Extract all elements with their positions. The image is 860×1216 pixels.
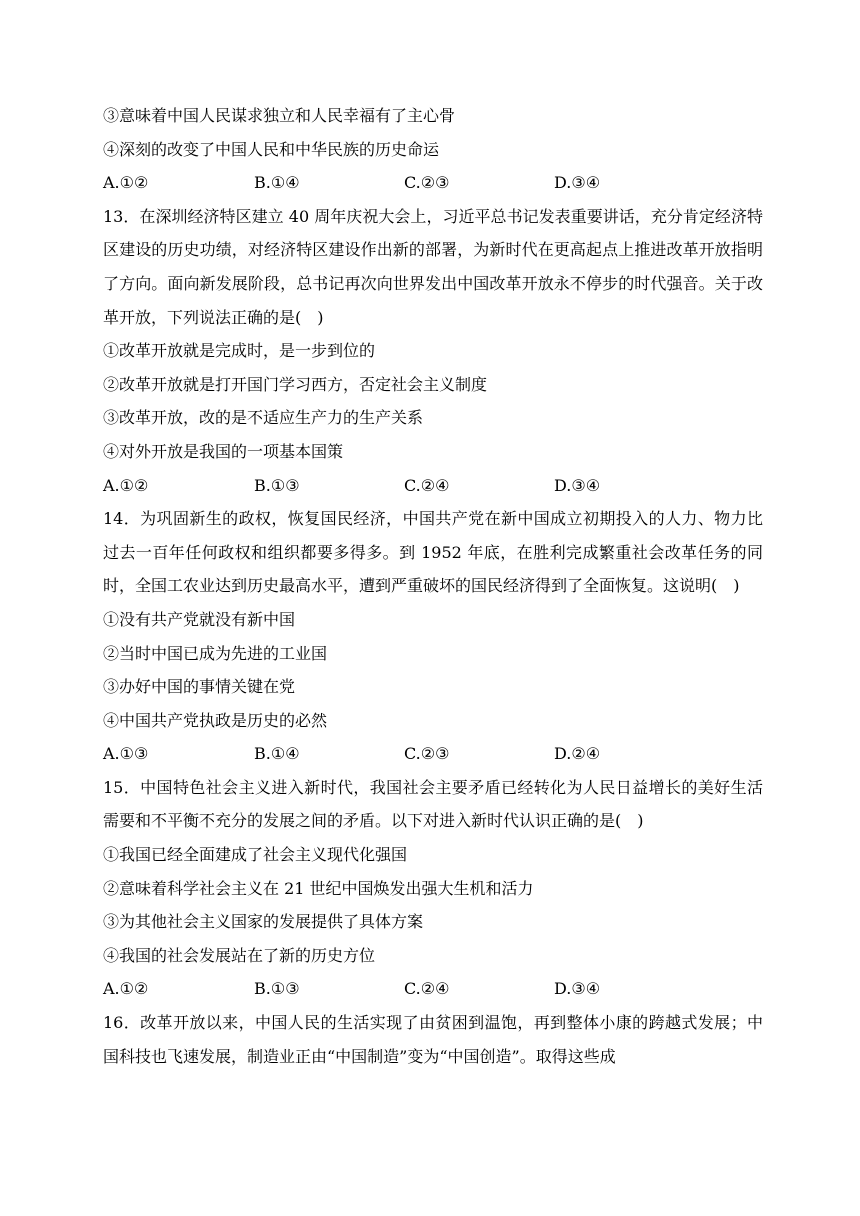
- option-c: C.②④: [404, 475, 450, 495]
- option-d: D.③④: [554, 173, 601, 193]
- question-14-item-4: ④中国共产党执政是历史的必然: [103, 710, 328, 730]
- question-15-options: [103, 972, 763, 1006]
- carryover-options: [103, 166, 763, 200]
- option-b: B.①④: [254, 173, 300, 193]
- question-13-item-1: ①改革开放就是完成时，是一步到位的: [103, 341, 376, 361]
- question-14-stem: 14．为巩固新生的政权，恢复国民经济，中国共产党在新中国成立初期投入的人力、物力比过去一百年任何政权和组织都要多得多。到 1952 年底，在胜利完成繁重社会改革任务的同时，全国工农业达到历史最高水平，遭到严重破坏的国民经济得到了全面恢复。这说明( ): [103, 509, 763, 596]
- question-14-options: [103, 737, 763, 771]
- question-14-item-3: ③办好中国的事情关键在党: [103, 677, 296, 697]
- question-13-item-3: ③改革开放，改的是不适应生产力的生产关系: [103, 408, 424, 428]
- question-14-item-1: ①没有共产党就没有新中国: [103, 609, 296, 629]
- option-c: C.②③: [404, 173, 450, 193]
- question-14-item-2: ②当时中国已成为先进的工业国: [103, 643, 328, 663]
- option-b: B.①③: [254, 979, 300, 999]
- option-c: C.②④: [404, 979, 450, 999]
- option-a: A.①②: [103, 979, 149, 999]
- option-d: D.②④: [554, 744, 601, 764]
- question-13-options: [103, 469, 763, 503]
- question-13-stem: 13．在深圳经济特区建立 40 周年庆祝大会上，习近平总书记发表重要讲话，充分肯定经济特区建设的历史功绩，对经济特区建设作出新的部署，为新时代在更高起点上推进改革开放指明了方向。面向新发展阶段，总书记再次向世界发出中国改革开放永不停步的时代强音。关于改革开放，下列说法正确的是( ): [103, 206, 763, 327]
- question-15-item-3: ③为其他社会主义国家的发展提供了具体方案: [103, 912, 424, 932]
- option-b: B.①④: [254, 744, 300, 764]
- question-15-item-2: ②意味着科学社会主义在 21 世纪中国焕发出强大生机和活力: [103, 878, 534, 898]
- question-15-item-4: ④我国的社会发展站在了新的历史方位: [103, 945, 376, 965]
- document-page: [103, 99, 763, 1073]
- option-d: D.③④: [554, 979, 601, 999]
- question-13-item-4: ④对外开放是我国的一项基本国策: [103, 441, 344, 461]
- option-c: C.②③: [404, 744, 450, 764]
- option-d: D.③④: [554, 475, 601, 495]
- option-a: A.①②: [103, 475, 149, 495]
- question-16-stem: 16．改革开放以来，中国人民的生活实现了由贫困到温饱，再到整体小康的跨越式发展；中国科技也飞速发展，制造业正由“中国制造”变为“中国创造”。取得这些成: [103, 1013, 763, 1066]
- question-13-item-2: ②改革开放就是打开国门学习西方，否定社会主义制度: [103, 374, 488, 394]
- option-a: A.①③: [103, 744, 149, 764]
- question-15-stem: 15．中国特色社会主义进入新时代，我国社会主要矛盾已经转化为人民日益增长的美好生活需要和不平衡不充分的发展之间的矛盾。以下对进入新时代认识正确的是( ): [103, 777, 763, 831]
- carryover-item-3: ③意味着中国人民谋求独立和人民幸福有了主心骨: [103, 106, 456, 125]
- question-15-item-1: ①我国已经全面建成了社会主义现代化强国: [103, 845, 408, 865]
- carryover-item-4: ④深刻的改变了中国人民和中华民族的历史命运: [103, 139, 440, 159]
- option-a: A.①②: [103, 173, 149, 193]
- option-b: B.①③: [254, 475, 300, 495]
